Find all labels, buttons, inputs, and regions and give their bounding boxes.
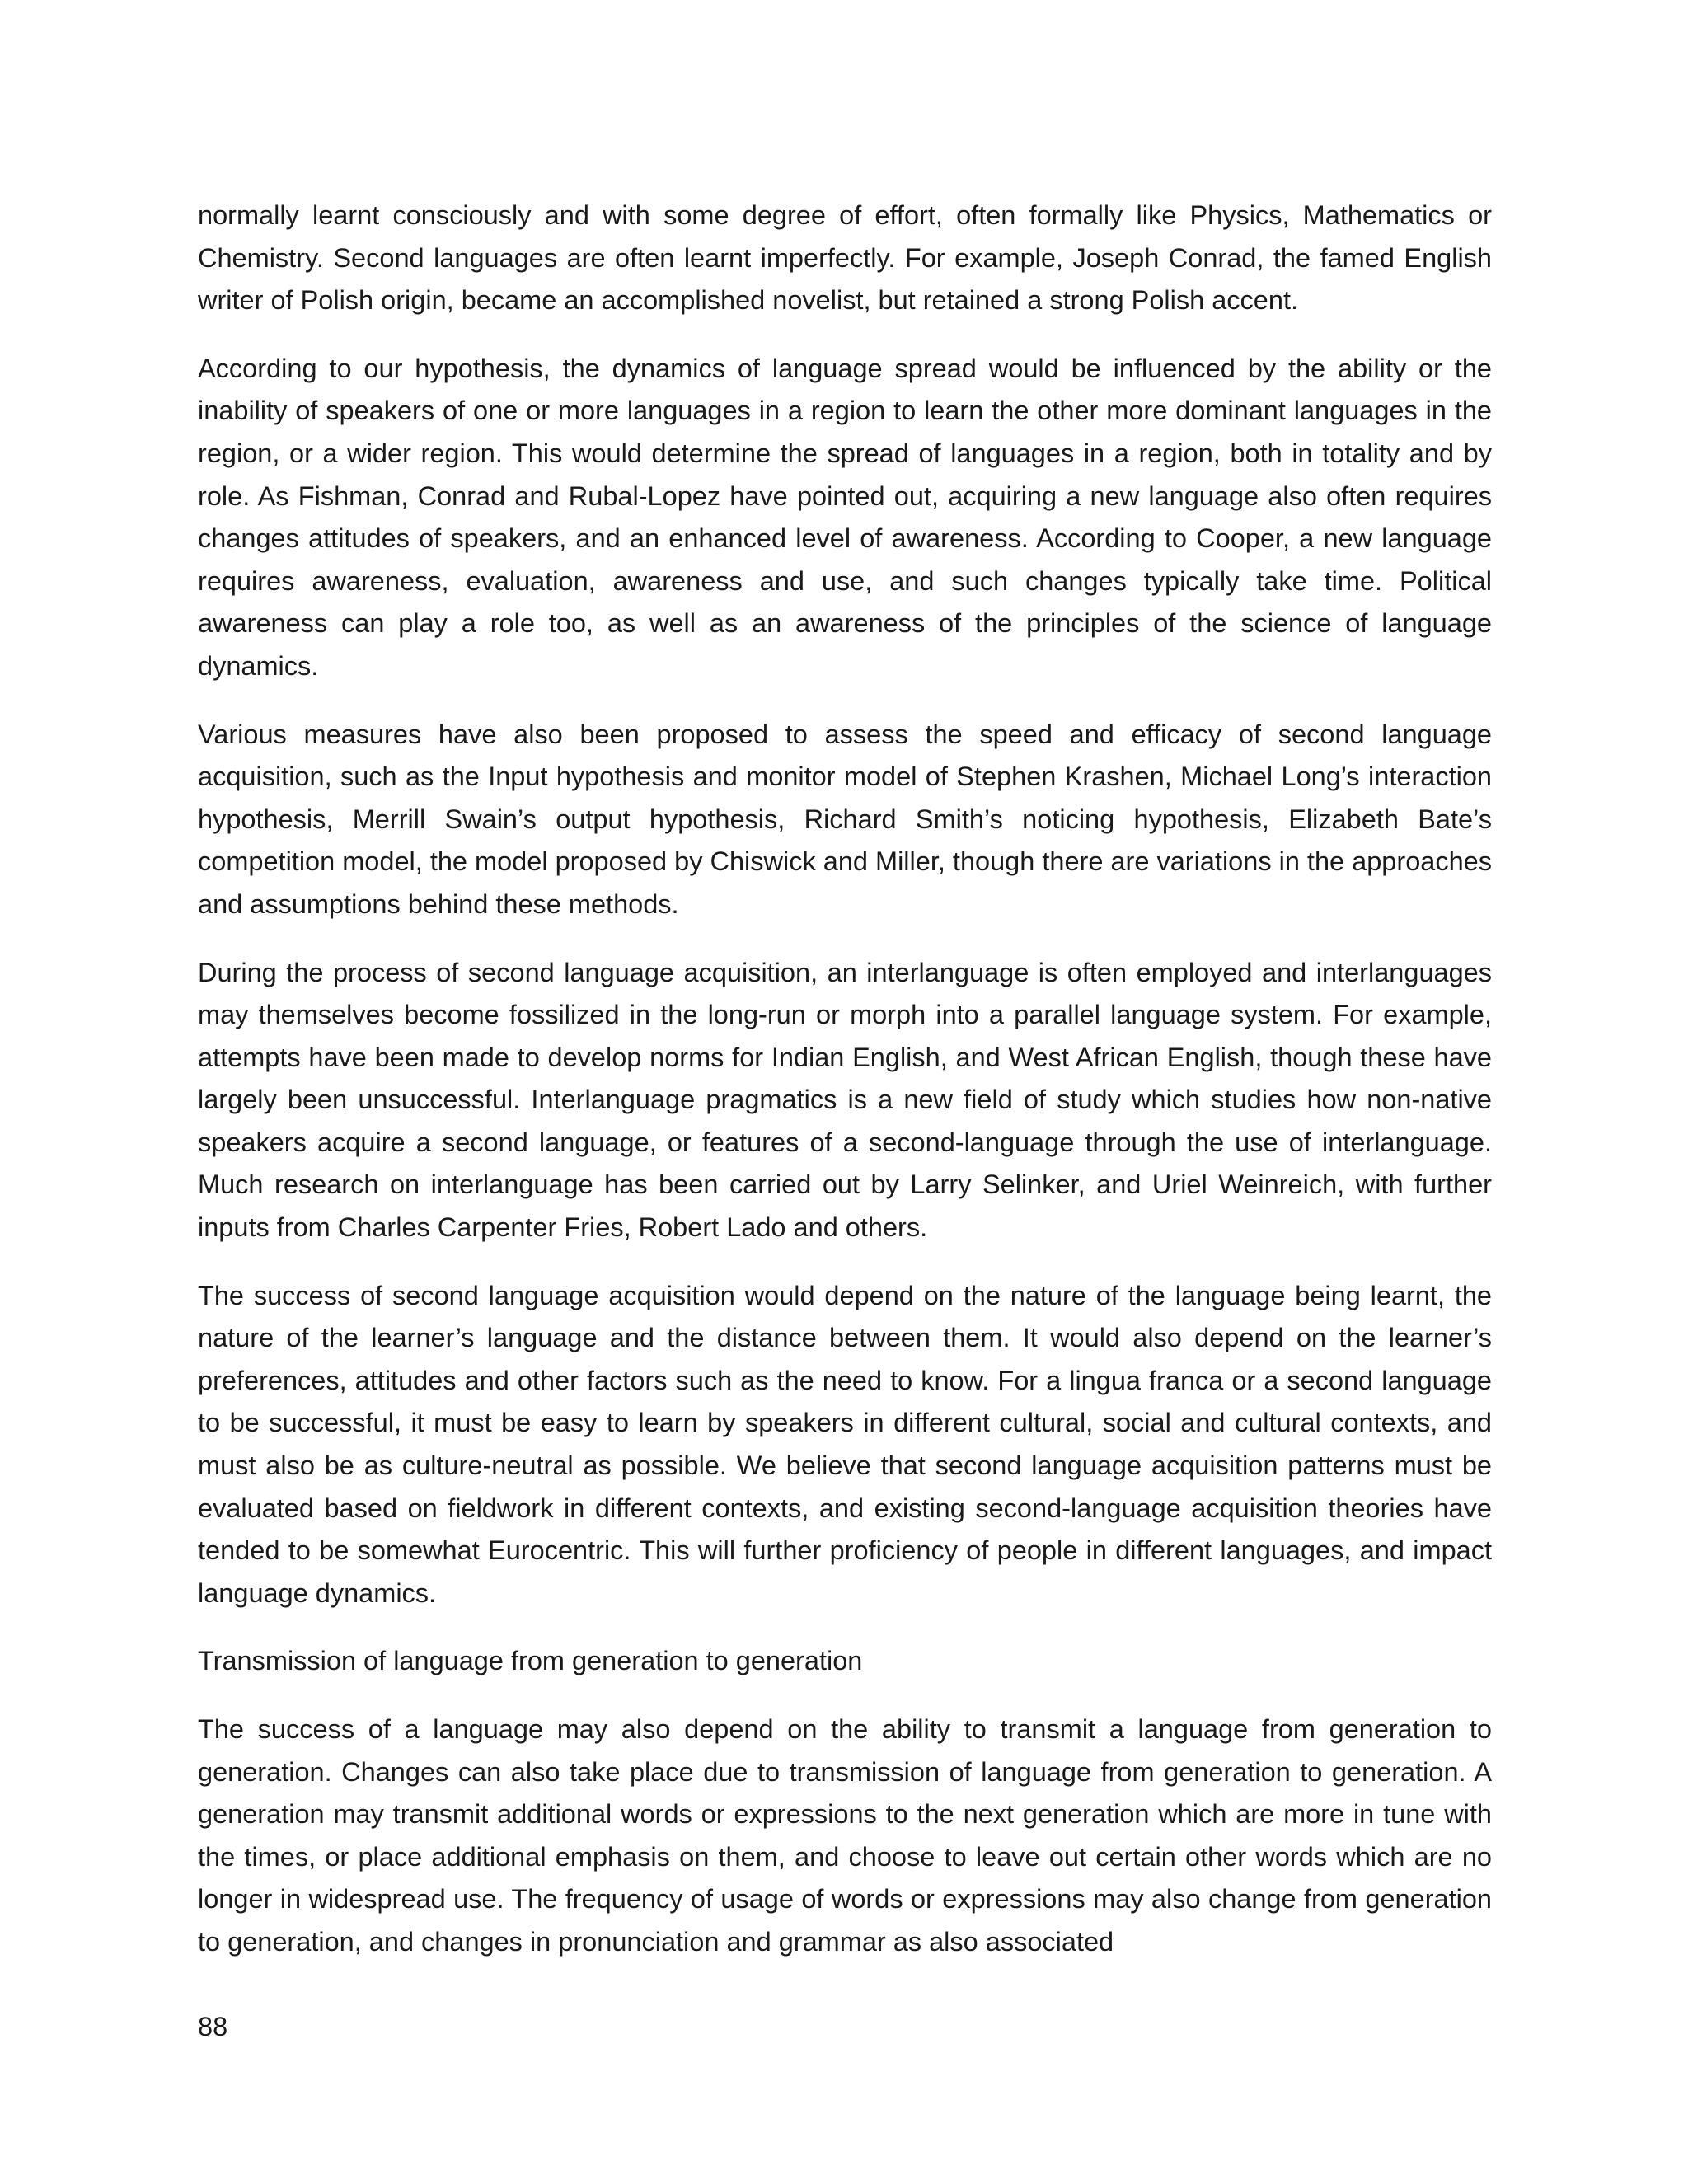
paragraph-acquisition-success: The success of second language acquisition would depend on the nature of the language being learnt, the nature of the learner’s language and the distance between them. It would also depend on the learner’s preferences, attitudes and other factors such as the need to know. For a lingua franca or a second language to be successful, it must be easy to learn by speakers in different cultural, social and cultural contexts, and must also be as culture-neutral as possible. We believe that second language acquisition patterns must be evaluated based on fieldwork in different contexts, and existing second-language acquisition theories have tended to be somewhat Eurocentric. This will further proficiency of people in different languages, and impact language dynamics. — [198, 1280, 1492, 1608]
page-body — [198, 194, 1492, 1990]
paragraph-interlanguage: During the process of second language acquisition, an interlanguage is often employed and interlanguages may themselves become fossilized in the long-run or morph into a parallel language system. For example, attempts have been made to develop norms for Indian English, and West African English, though these have largely been unsuccessful. Interlanguage pragmatics is a new field of study which studies how non-native speakers acquire a second language, or features of a second-language through the use of interlanguage. Much research on interlanguage has been carried out by Larry Selinker, and Uriel Weinreich, with further inputs from Charles Carpenter Fries, Robert Lado and others. — [198, 957, 1492, 1243]
paragraph-second-languages: normally learnt consciously and with some degree of effort, often formally like Physics, Mathematics or Chemistry. Second languages are often learnt imperfectly. For example, Joseph Conrad, the famed English writer of Polish origin, became an accomplished novelist, but retained a strong Polish accent. — [198, 200, 1492, 316]
paragraph-measures: Various measures have also been proposed to assess the speed and efficacy of second language acquisition, such as the Input hypothesis and monitor model of Stephen Krashen, Michael Long’s interaction hypothesis, Merrill Swain’s output hypothesis, Richard Smith’s noticing hypothesis, Elizabeth Bate’s competition model, the model proposed by Chiswick and Miller, though there are variations in the approaches and assumptions behind these methods. — [198, 719, 1492, 919]
paragraph-transmission: The success of a language may also depend on the ability to transmit a language from generation to generation. Changes can also take place due to transmission of language from generation to generation. A generation may transmit additional words or expressions to the next generation which are more in tune with the times, or place additional emphasis on them, and choose to leave out certain other words which are no longer in widespread use. The frequency of usage of words or expressions may also change from generation to generation, and changes in pronunciation and grammar as also associated — [198, 1714, 1492, 1957]
paragraph-hypothesis: According to our hypothesis, the dynamics of language spread would be influenced by the ability or the inability of speakers of one or more languages in a region to learn the other more dominant languages in the region, or a wider region. This would determine the spread of languages in a region, both in totality and by role. As Fishman, Conrad and Rubal-Lopez have pointed out, acquiring a new language also often requires changes attitudes of speakers, and an enhanced level of awareness. According to Cooper, a new language requires awareness, evaluation, awareness and use, and such changes typically take time. Political awareness can play a role too, as well as an awareness of the principles of the science of language dynamics. — [198, 353, 1492, 681]
page-number: 88 — [198, 2012, 228, 2041]
section-heading: Transmission of language from generation to generation — [198, 1646, 863, 1676]
